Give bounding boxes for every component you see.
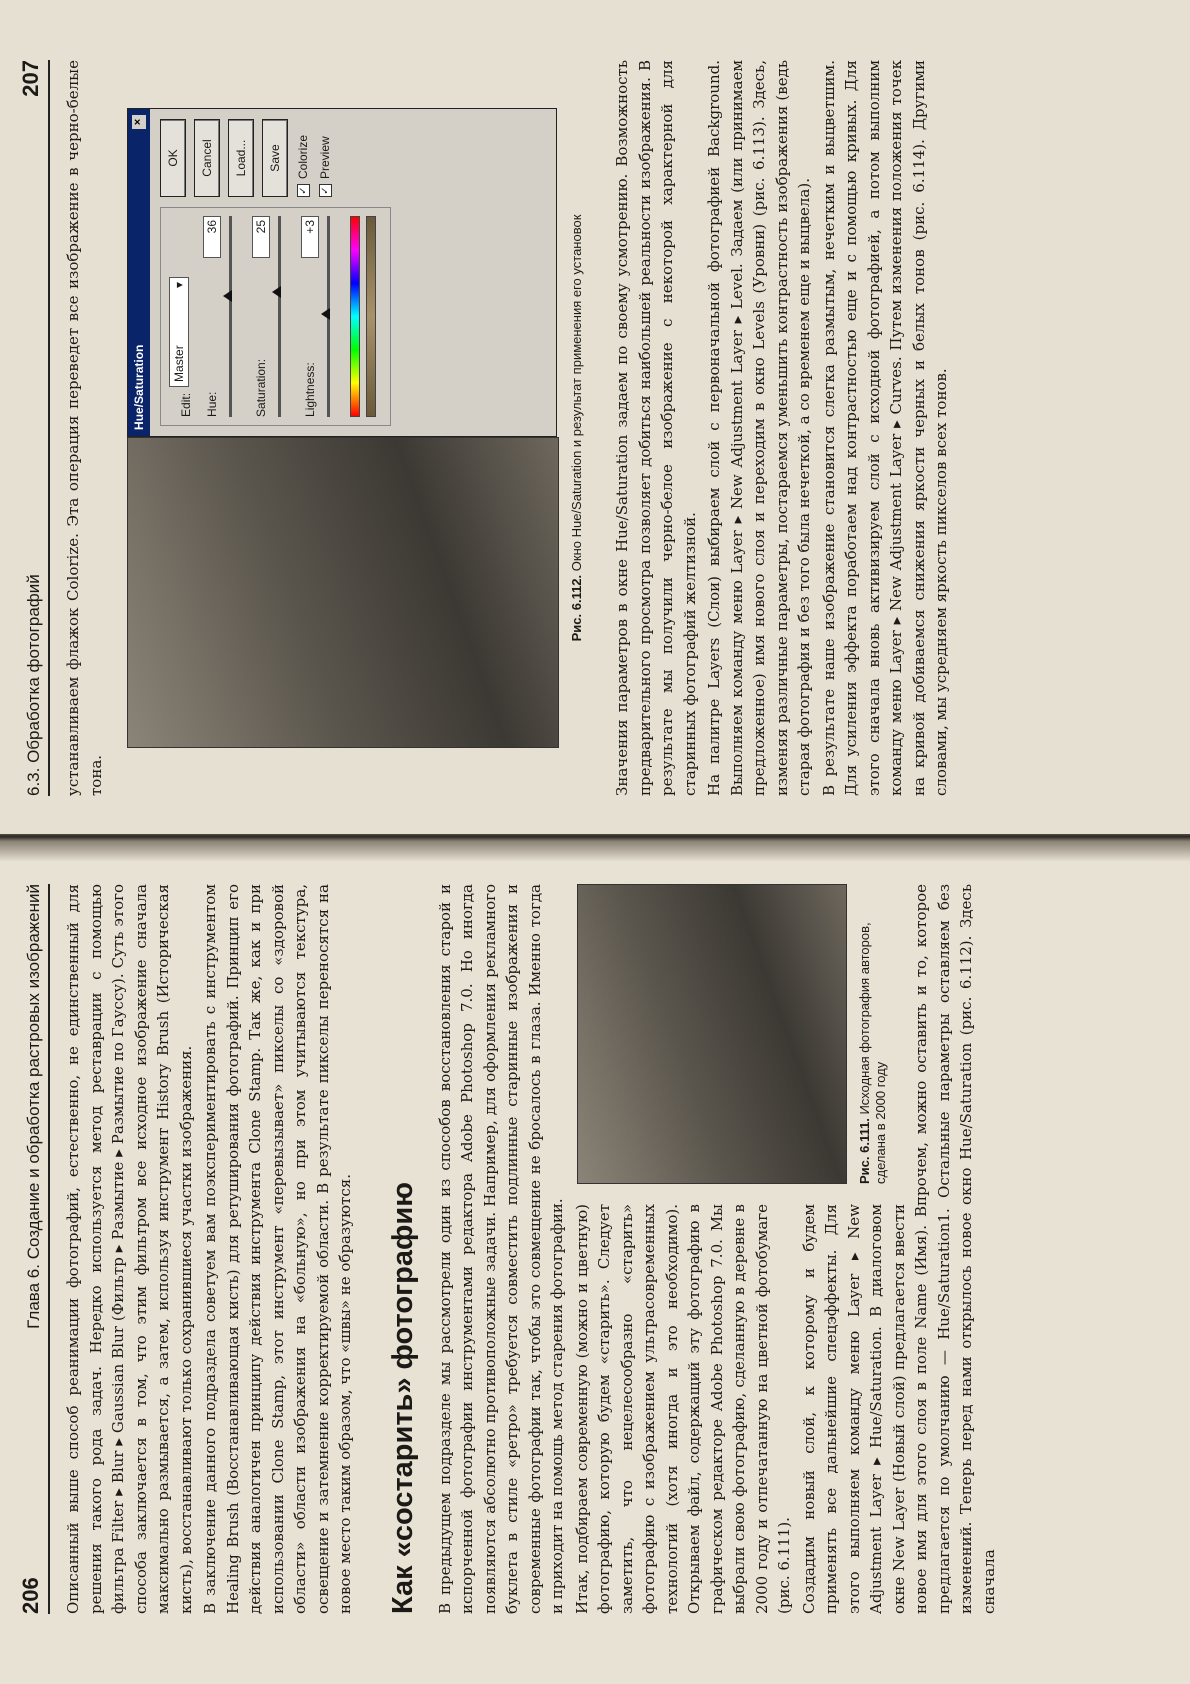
result-bar	[366, 216, 376, 417]
right-page	[0, 0, 1190, 834]
lightness-slider-knob[interactable]	[321, 308, 330, 320]
paragraph: В предыдущем подразделе мы рассмотрели один из способов восстановления старой и испорченной фотографии инструментами редактора Adobe Photoshop 7.0. Но иногда появляются абсолютно противоположные задачи. Например, для оформления рекламного буклета в стиле «ретро» требуется совместить подлинные старинные изображения и современные фотографии так, чтобы это совмещение не бросалось в глаза. Именно тогда и приходит на помощь метод старения фотографии.	[435, 884, 566, 1614]
paragraph: устанавливаем флажок Colorize. Эта операция переведет все изображение в черно-белые тона.	[64, 60, 105, 796]
preview-checkbox[interactable]	[318, 119, 332, 197]
load-button[interactable]: Load...	[228, 119, 254, 197]
edit-label: Edit:	[179, 392, 193, 417]
preview-label: Preview	[318, 136, 332, 179]
saturation-row	[252, 216, 281, 417]
hue-input[interactable]: 36	[203, 216, 221, 258]
check-icon: ✓	[319, 184, 332, 197]
right-page-header	[18, 60, 50, 796]
paragraph: Создадим новый слой, к которому и будем применять все дальнейшие спецэффекты. Для этого выполняем команду меню Layer ▸ New Adjustment Layer ▸ Hue/Saturation. В диалоговом окне New Layer (Новый слой) предлагается ввести новое имя для этого слоя в поле Name (Имя). Впрочем, можно оставить и то, которое предлагается по умолчанию — Hue/Saturation1. Остальные параметры оставляем без изменений. Теперь перед нами открылось новое окно Hue/Saturation (рис. 6.112). Здесь сначала	[799, 884, 998, 1614]
saturation-slider-knob[interactable]	[272, 286, 281, 298]
edit-select[interactable]	[169, 277, 189, 387]
hue-slider-knob[interactable]	[223, 290, 232, 302]
save-button[interactable]: Save	[262, 119, 288, 197]
figure-caption-text: Окно Hue/Saturation и результат применения его установок	[569, 214, 584, 572]
hue-label: Hue:	[205, 391, 219, 417]
dialog-buttons	[160, 119, 391, 197]
text-with-figure	[571, 884, 1003, 1614]
right-running-head: 6.3. Обработка фотографий	[24, 574, 43, 796]
hue-slider[interactable]	[229, 216, 232, 417]
left-running-head: Глава 6. Создание и обработка растровых изображений	[24, 884, 43, 1329]
colorize-checkbox[interactable]	[296, 119, 310, 197]
hue-saturation-dialog	[127, 108, 557, 437]
left-page-number: 206	[18, 1577, 43, 1614]
dialog-title: Hue/Saturation	[132, 344, 146, 430]
dialog-title-bar	[128, 109, 150, 436]
hue-row	[203, 216, 232, 417]
figure-caption	[569, 108, 585, 748]
saturation-slider[interactable]	[278, 216, 281, 417]
paragraph: В заключение данного подраздела советуем вам поэкспериментировать с инструментом Healing Brush (Восстанавливающая кисть) для ретуширования фотографий. Принцип его действия аналогичен принципу действия инструмента Clone Stamp. Так же, как и при использовании Clone Stamp, этот инструмент «перевызывает» пикселы со «здоровой области» области изображения на «больную», но при этом учитываются текстура, освещение и затемнение корректируемой области. В результате пикселы переносятся на новое место таким образом, что «швы» не образуются.	[201, 884, 354, 1614]
paragraph: Описанный выше способ реанимации фотографий, естественно, не единственный для решения такого рода задач. Нередко используется метод реставрации с помощью фильтра Filter ▸ Blur ▸ Gaussian Blur (Фильтр ▸ Размытие ▸ Размытие по Гауссу). Суть этого способа заключается в том, что этим фильтром все исходное изображение сначала максимально размывается, а затем, используя инструмент History Brush (Историческая кисть), восстанавливают только сохранившиеся участки изображения.	[64, 884, 195, 1614]
figure-label: Рис. 6.112.	[569, 574, 584, 642]
left-page-header	[18, 884, 50, 1614]
figure-caption	[857, 884, 889, 1184]
lightness-input[interactable]: +3	[301, 216, 319, 258]
original-photo	[577, 884, 847, 1184]
paragraph: Итак, подбираем современную (можно и цветную) фотографию, которую будем «старить». Следует заметить, что нецелесообразно «старить» фотографию с изображением ультрасовременных технологий (хотя иногда и это необходимо). Открываем файл, содержащий эту фотографию в графическом редакторе Adobe Photoshop 7.0. Мы выбрали свою фотографию, сделанную в деревне в 2000 году и отпечатанную на цветной фотобумаге (рис. 6.111).	[572, 1204, 793, 1614]
figure-6-112	[127, 108, 585, 748]
lightness-label: Lightness:	[303, 362, 317, 417]
aged-photo	[127, 437, 559, 748]
figure-label: Рис. 6.111.	[856, 1118, 872, 1184]
colorize-label: Colorize	[296, 134, 310, 179]
figure-caption-text: Исходная фотография авторов, сделана в 2000 году	[856, 922, 888, 1184]
check-icon: ✓	[297, 184, 310, 197]
right-page-number: 207	[18, 60, 43, 97]
dialog-controls	[160, 207, 391, 426]
cancel-button[interactable]: Cancel	[194, 119, 220, 197]
color-bars	[350, 216, 376, 417]
left-page	[0, 844, 1190, 1684]
lightness-slider[interactable]	[327, 216, 330, 417]
paragraph: На палитре Layers (Слои) выбираем слой с первоначальной фотографией Background. Выполняем команду меню Layer ▸ New Adjustment Layer ▸ Level. Задаем (или принимаем предложенное) имя нового слоя и переходим в окно Levels (Уровни) (рис. 6.113). Здесь, изменяя различные параметры, постараемся уменьшить контрастность изображения (ведь старая фотография и без того была нечеткой, а со временем еще и выцвела).	[705, 60, 813, 796]
section-heading: Как «состарить» фотографию	[386, 1182, 419, 1614]
edit-select-value: Master	[172, 345, 186, 382]
ok-button[interactable]: OK	[160, 119, 186, 197]
saturation-input[interactable]: 25	[252, 216, 270, 258]
chevron-down-icon: ▾	[172, 281, 186, 288]
spectrum-bar	[350, 216, 360, 417]
paragraph: Значения параметров в окне Hue/Saturation задаем по своему усмотрению. Возможность предварительного просмотра позволяет добиться наибольшей реальности изображения. В результате мы получили черно-белое изображение с некоторой характерной для старинных фотографий желтизной.	[613, 60, 699, 796]
paragraph: В результате наше изображение становится слегка размытым, нечетким и выцветшим. Для усиления эффекта поработаем над контрастностью еще и с помощью кривых. Для этого сначала вновь активизируем слой с исходной фотографией, а потом выполним команду меню Layer ▸ New Adjustment Layer ▸ Curves. Путем изменения положения точек на кривой добиваемся снижения яркости черных и белых тонов (рис. 6.114). Другими словами, мы усредняем яркость пикселов всех тонов.	[819, 60, 950, 796]
saturation-label: Saturation:	[254, 358, 268, 417]
lightness-row	[301, 216, 330, 417]
close-icon[interactable]: ×	[132, 115, 146, 129]
figure-6-111	[577, 884, 889, 1184]
